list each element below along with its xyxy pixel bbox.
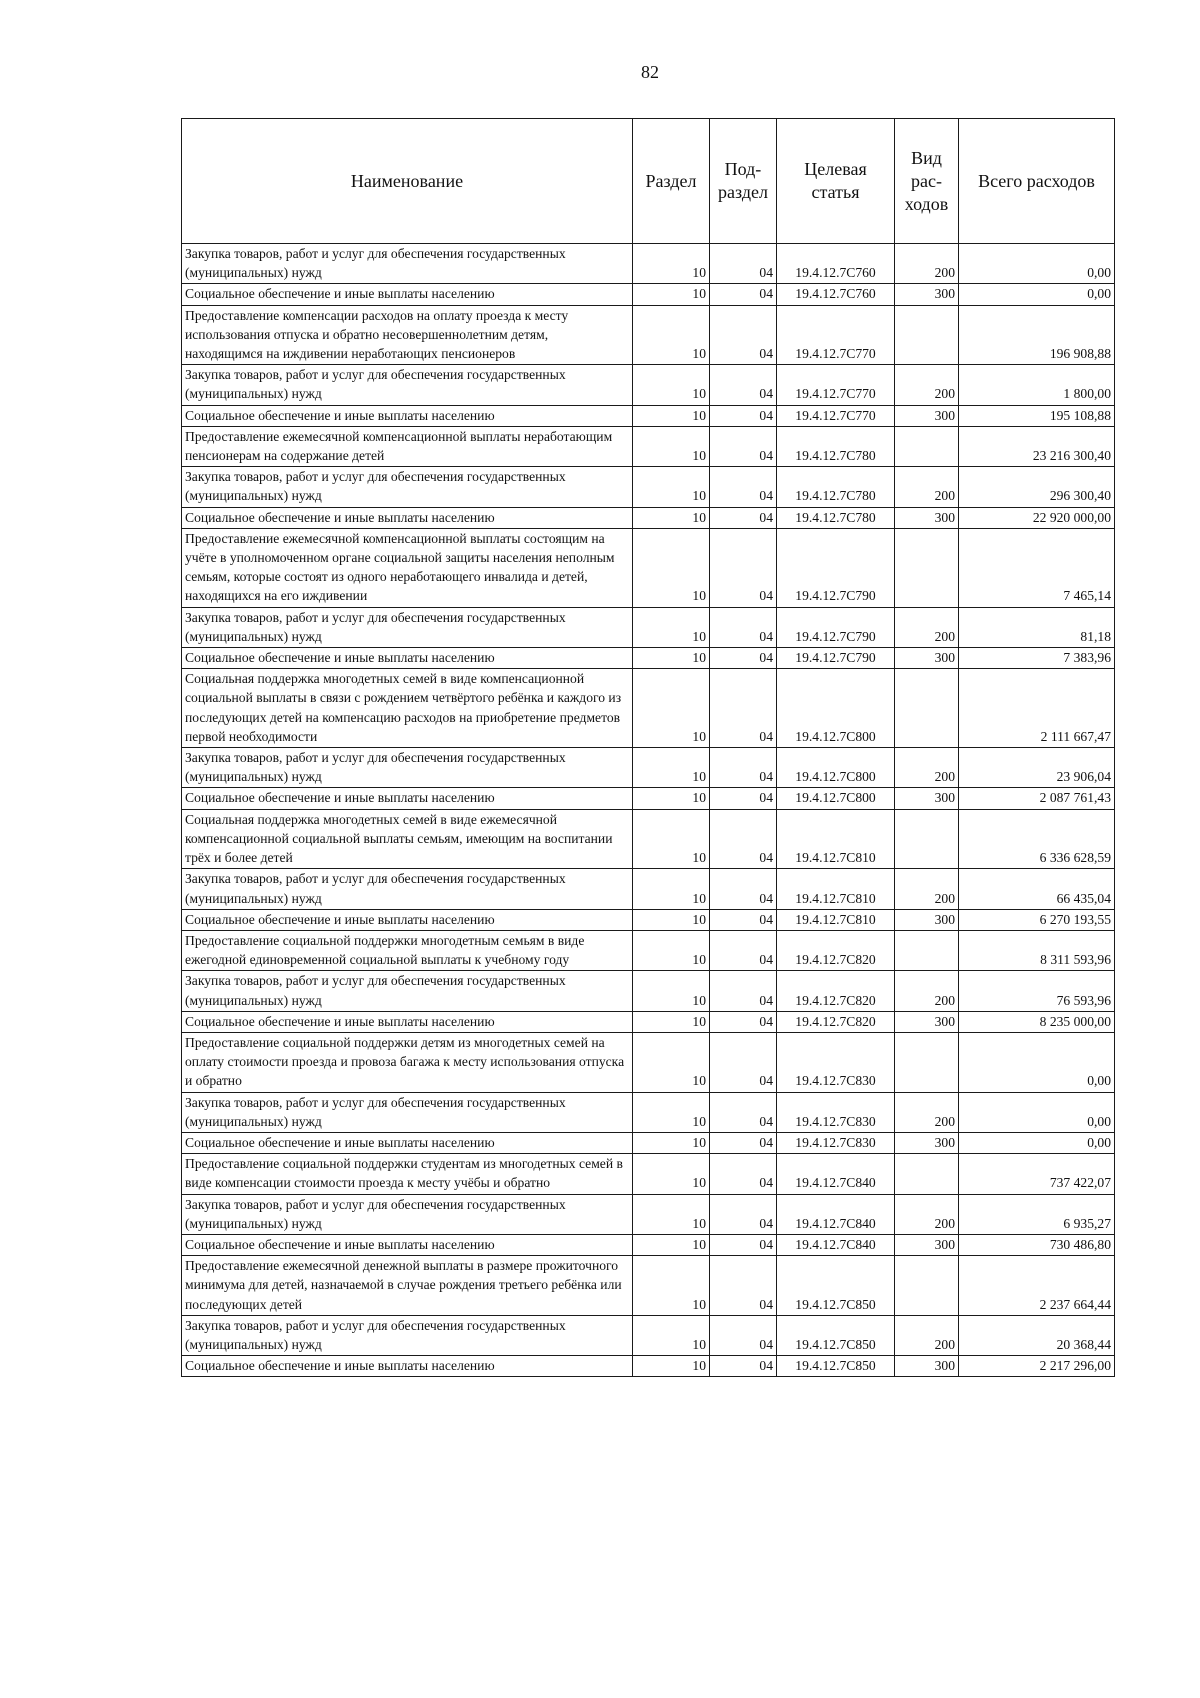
row-name: Закупка товаров, работ и услуг для обеспечения государственных (муниципальных) нужд [182, 971, 633, 1011]
row-razdel: 10 [633, 426, 710, 466]
row-name: Закупка товаров, работ и услуг для обеспечения государственных (муниципальных) нужд [182, 1194, 633, 1234]
row-vid-rashodov [895, 528, 959, 607]
row-podrazdel: 04 [710, 1132, 777, 1153]
table-row [182, 869, 1115, 909]
row-name: Закупка товаров, работ и услуг для обеспечения государственных (муниципальных) нужд [182, 467, 633, 507]
row-podrazdel: 04 [710, 1256, 777, 1316]
header-razdel: Раздел [633, 119, 710, 244]
row-celevaya-statya: 19.4.12.7С780 [777, 467, 895, 507]
row-name: Социальное обеспечение и иные выплаты населению [182, 788, 633, 809]
row-celevaya-statya: 19.4.12.7С790 [777, 648, 895, 669]
row-celevaya-statya: 19.4.12.7С850 [777, 1356, 895, 1377]
row-podrazdel: 04 [710, 528, 777, 607]
row-total: 8 235 000,00 [959, 1011, 1115, 1032]
row-total: 81,18 [959, 607, 1115, 647]
table-row [182, 1154, 1115, 1194]
row-razdel: 10 [633, 244, 710, 284]
row-podrazdel: 04 [710, 869, 777, 909]
row-razdel: 10 [633, 971, 710, 1011]
row-name: Закупка товаров, работ и услуг для обеспечения государственных (муниципальных) нужд [182, 607, 633, 647]
row-celevaya-statya: 19.4.12.7С850 [777, 1256, 895, 1316]
row-total: 2 217 296,00 [959, 1356, 1115, 1377]
row-total: 2 237 664,44 [959, 1256, 1115, 1316]
row-total: 0,00 [959, 244, 1115, 284]
row-vid-rashodov: 200 [895, 748, 959, 788]
row-razdel: 10 [633, 788, 710, 809]
row-razdel: 10 [633, 648, 710, 669]
row-name: Предоставление социальной поддержки студентам из многодетных семей в виде компенсации стоимости проезда к месту учёбы и обратно [182, 1154, 633, 1194]
row-vid-rashodov [895, 1154, 959, 1194]
row-podrazdel: 04 [710, 305, 777, 365]
row-razdel: 10 [633, 1032, 710, 1092]
table-row [182, 426, 1115, 466]
row-podrazdel: 04 [710, 648, 777, 669]
row-vid-rashodov [895, 930, 959, 970]
row-vid-rashodov: 200 [895, 1315, 959, 1355]
row-total: 0,00 [959, 1032, 1115, 1092]
row-podrazdel: 04 [710, 426, 777, 466]
table-row [182, 648, 1115, 669]
row-total: 196 908,88 [959, 305, 1115, 365]
row-vid-rashodov: 200 [895, 244, 959, 284]
row-name: Социальное обеспечение и иные выплаты населению [182, 405, 633, 426]
row-podrazdel: 04 [710, 1032, 777, 1092]
row-vid-rashodov [895, 809, 959, 869]
row-name: Предоставление ежемесячной денежной выплаты в размере прожиточного минимума для детей, назначаемой в случае рождения третьего ребёнка или последующих детей [182, 1256, 633, 1316]
row-razdel: 10 [633, 1132, 710, 1153]
table-row [182, 1315, 1115, 1355]
row-razdel: 10 [633, 1315, 710, 1355]
row-celevaya-statya: 19.4.12.7С850 [777, 1315, 895, 1355]
row-razdel: 10 [633, 284, 710, 305]
row-razdel: 10 [633, 909, 710, 930]
row-total: 66 435,04 [959, 869, 1115, 909]
row-razdel: 10 [633, 1234, 710, 1255]
row-name: Социальное обеспечение и иные выплаты населению [182, 1011, 633, 1032]
row-vid-rashodov: 300 [895, 405, 959, 426]
row-celevaya-statya: 19.4.12.7С770 [777, 305, 895, 365]
row-razdel: 10 [633, 1011, 710, 1032]
row-name: Социальное обеспечение и иные выплаты населению [182, 1234, 633, 1255]
header-total: Всего расходов [959, 119, 1115, 244]
row-razdel: 10 [633, 528, 710, 607]
row-name: Социальное обеспечение и иные выплаты населению [182, 507, 633, 528]
table-row [182, 405, 1115, 426]
row-vid-rashodov: 300 [895, 788, 959, 809]
table-row [182, 1032, 1115, 1092]
row-total: 6 270 193,55 [959, 909, 1115, 930]
table-row [182, 930, 1115, 970]
row-vid-rashodov [895, 1256, 959, 1316]
row-vid-rashodov [895, 1032, 959, 1092]
table-row [182, 284, 1115, 305]
row-vid-rashodov: 200 [895, 971, 959, 1011]
table-row [182, 1011, 1115, 1032]
row-vid-rashodov: 200 [895, 607, 959, 647]
row-celevaya-statya: 19.4.12.7С800 [777, 669, 895, 748]
row-podrazdel: 04 [710, 1356, 777, 1377]
row-razdel: 10 [633, 748, 710, 788]
row-celevaya-statya: 19.4.12.7С780 [777, 426, 895, 466]
table-row [182, 1256, 1115, 1316]
header-celevaya-statya: Целевая статья [777, 119, 895, 244]
row-total: 20 368,44 [959, 1315, 1115, 1355]
table-row [182, 1356, 1115, 1377]
row-razdel: 10 [633, 1154, 710, 1194]
table-row [182, 607, 1115, 647]
row-total: 23 906,04 [959, 748, 1115, 788]
row-celevaya-statya: 19.4.12.7С830 [777, 1092, 895, 1132]
row-total: 195 108,88 [959, 405, 1115, 426]
row-total: 737 422,07 [959, 1154, 1115, 1194]
table-row [182, 528, 1115, 607]
row-podrazdel: 04 [710, 669, 777, 748]
row-podrazdel: 04 [710, 507, 777, 528]
row-podrazdel: 04 [710, 244, 777, 284]
row-name: Закупка товаров, работ и услуг для обеспечения государственных (муниципальных) нужд [182, 1092, 633, 1132]
row-celevaya-statya: 19.4.12.7С790 [777, 607, 895, 647]
row-razdel: 10 [633, 1194, 710, 1234]
row-vid-rashodov: 300 [895, 909, 959, 930]
row-celevaya-statya: 19.4.12.7С820 [777, 1011, 895, 1032]
row-podrazdel: 04 [710, 467, 777, 507]
row-celevaya-statya: 19.4.12.7С820 [777, 971, 895, 1011]
row-celevaya-statya: 19.4.12.7С840 [777, 1154, 895, 1194]
table-row [182, 365, 1115, 405]
table-row [182, 788, 1115, 809]
row-celevaya-statya: 19.4.12.7С780 [777, 507, 895, 528]
table-row [182, 244, 1115, 284]
row-name: Предоставление социальной поддержки детям из многодетных семей на оплату стоимости проезда и провоза багажа к месту использования отпуска и обратно [182, 1032, 633, 1092]
row-podrazdel: 04 [710, 284, 777, 305]
row-total: 7 465,14 [959, 528, 1115, 607]
row-vid-rashodov [895, 426, 959, 466]
row-celevaya-statya: 19.4.12.7С790 [777, 528, 895, 607]
row-celevaya-statya: 19.4.12.7С830 [777, 1132, 895, 1153]
row-celevaya-statya: 19.4.12.7С840 [777, 1194, 895, 1234]
table-row [182, 1234, 1115, 1255]
row-vid-rashodov: 200 [895, 467, 959, 507]
row-vid-rashodov: 300 [895, 1132, 959, 1153]
row-vid-rashodov: 200 [895, 1092, 959, 1132]
row-total: 2 111 667,47 [959, 669, 1115, 748]
row-podrazdel: 04 [710, 1011, 777, 1032]
row-razdel: 10 [633, 669, 710, 748]
row-razdel: 10 [633, 405, 710, 426]
table-row [182, 467, 1115, 507]
row-total: 22 920 000,00 [959, 507, 1115, 528]
row-total: 730 486,80 [959, 1234, 1115, 1255]
table-row [182, 1092, 1115, 1132]
row-name: Социальное обеспечение и иные выплаты населению [182, 648, 633, 669]
row-celevaya-statya: 19.4.12.7С760 [777, 284, 895, 305]
row-name: Предоставление ежемесячной компенсационной выплаты состоящим на учёте в уполномоченном органе социальной защиты населения неполным семьям, которые состоят из одного неработающего инвалида и детей, находящихся на его иждивении [182, 528, 633, 607]
row-total: 2 087 761,43 [959, 788, 1115, 809]
row-celevaya-statya: 19.4.12.7С760 [777, 244, 895, 284]
row-vid-rashodov: 200 [895, 869, 959, 909]
row-total: 23 216 300,40 [959, 426, 1115, 466]
row-name: Социальное обеспечение и иные выплаты населению [182, 284, 633, 305]
row-razdel: 10 [633, 365, 710, 405]
row-name: Социальное обеспечение и иные выплаты населению [182, 1132, 633, 1153]
row-razdel: 10 [633, 1256, 710, 1316]
row-vid-rashodov: 300 [895, 507, 959, 528]
table-row [182, 507, 1115, 528]
table-row [182, 1132, 1115, 1153]
row-name: Социальное обеспечение и иные выплаты населению [182, 909, 633, 930]
row-celevaya-statya: 19.4.12.7С810 [777, 809, 895, 869]
row-razdel: 10 [633, 1092, 710, 1132]
row-vid-rashodov: 200 [895, 1194, 959, 1234]
row-name: Закупка товаров, работ и услуг для обеспечения государственных (муниципальных) нужд [182, 748, 633, 788]
row-podrazdel: 04 [710, 1194, 777, 1234]
row-total: 7 383,96 [959, 648, 1115, 669]
row-razdel: 10 [633, 809, 710, 869]
row-razdel: 10 [633, 507, 710, 528]
row-podrazdel: 04 [710, 909, 777, 930]
row-razdel: 10 [633, 305, 710, 365]
row-name: Предоставление ежемесячной компенсационной выплаты неработающим пенсионерам на содержание детей [182, 426, 633, 466]
row-name: Предоставление компенсации расходов на оплату проезда к месту использования отпуска и обратно несовершеннолетним детям, находящимся на иждивении неработающих пенсионеров [182, 305, 633, 365]
row-razdel: 10 [633, 869, 710, 909]
row-razdel: 10 [633, 930, 710, 970]
table-body [182, 244, 1115, 1377]
row-vid-rashodov: 300 [895, 1011, 959, 1032]
row-name: Социальная поддержка многодетных семей в виде ежемесячной компенсационной социальной выплаты семьям, имеющим на воспитании трёх и более детей [182, 809, 633, 869]
row-name: Социальное обеспечение и иные выплаты населению [182, 1356, 633, 1377]
row-podrazdel: 04 [710, 365, 777, 405]
row-vid-rashodov: 200 [895, 365, 959, 405]
row-total: 76 593,96 [959, 971, 1115, 1011]
budget-table [181, 118, 1115, 1377]
row-vid-rashodov: 300 [895, 1234, 959, 1255]
row-podrazdel: 04 [710, 809, 777, 869]
row-vid-rashodov: 300 [895, 648, 959, 669]
row-vid-rashodov [895, 669, 959, 748]
table-row [182, 971, 1115, 1011]
row-name: Закупка товаров, работ и услуг для обеспечения государственных (муниципальных) нужд [182, 1315, 633, 1355]
row-total: 1 800,00 [959, 365, 1115, 405]
row-celevaya-statya: 19.4.12.7С820 [777, 930, 895, 970]
row-podrazdel: 04 [710, 971, 777, 1011]
row-podrazdel: 04 [710, 607, 777, 647]
row-name: Закупка товаров, работ и услуг для обеспечения государственных (муниципальных) нужд [182, 244, 633, 284]
header-row [182, 119, 1115, 244]
row-podrazdel: 04 [710, 748, 777, 788]
row-total: 0,00 [959, 284, 1115, 305]
row-celevaya-statya: 19.4.12.7С770 [777, 405, 895, 426]
row-vid-rashodov [895, 305, 959, 365]
table-row [182, 669, 1115, 748]
row-podrazdel: 04 [710, 1154, 777, 1194]
row-razdel: 10 [633, 607, 710, 647]
table-row [182, 748, 1115, 788]
row-name: Предоставление социальной поддержки многодетным семьям в виде ежегодной единовременной социальной выплаты к учебному году [182, 930, 633, 970]
row-celevaya-statya: 19.4.12.7С840 [777, 1234, 895, 1255]
row-vid-rashodov: 300 [895, 1356, 959, 1377]
row-name: Закупка товаров, работ и услуг для обеспечения государственных (муниципальных) нужд [182, 365, 633, 405]
header-podrazdel: Под-раздел [710, 119, 777, 244]
row-name: Закупка товаров, работ и услуг для обеспечения государственных (муниципальных) нужд [182, 869, 633, 909]
table-row [182, 809, 1115, 869]
page-number: 82 [641, 62, 659, 82]
table-row [182, 909, 1115, 930]
row-total: 0,00 [959, 1092, 1115, 1132]
row-podrazdel: 04 [710, 788, 777, 809]
table-row [182, 305, 1115, 365]
row-celevaya-statya: 19.4.12.7С830 [777, 1032, 895, 1092]
row-podrazdel: 04 [710, 1315, 777, 1355]
row-razdel: 10 [633, 467, 710, 507]
row-total: 6 336 628,59 [959, 809, 1115, 869]
row-celevaya-statya: 19.4.12.7С810 [777, 909, 895, 930]
row-vid-rashodov: 300 [895, 284, 959, 305]
row-total: 0,00 [959, 1132, 1115, 1153]
row-podrazdel: 04 [710, 930, 777, 970]
row-celevaya-statya: 19.4.12.7С800 [777, 788, 895, 809]
row-podrazdel: 04 [710, 405, 777, 426]
row-celevaya-statya: 19.4.12.7С800 [777, 748, 895, 788]
row-total: 296 300,40 [959, 467, 1115, 507]
header-name: Наименование [182, 119, 633, 244]
row-celevaya-statya: 19.4.12.7С770 [777, 365, 895, 405]
row-total: 8 311 593,96 [959, 930, 1115, 970]
table-row [182, 1194, 1115, 1234]
header-vid-rashodov: Вид рас-ходов [895, 119, 959, 244]
row-name: Социальная поддержка многодетных семей в виде компенсационной социальной выплаты в связи с рождением четвёртого ребёнка и каждого из последующих детей на компенсацию расходов на приобретение предметов первой необходимости [182, 669, 633, 748]
row-podrazdel: 04 [710, 1092, 777, 1132]
row-celevaya-statya: 19.4.12.7С810 [777, 869, 895, 909]
row-podrazdel: 04 [710, 1234, 777, 1255]
row-razdel: 10 [633, 1356, 710, 1377]
row-total: 6 935,27 [959, 1194, 1115, 1234]
